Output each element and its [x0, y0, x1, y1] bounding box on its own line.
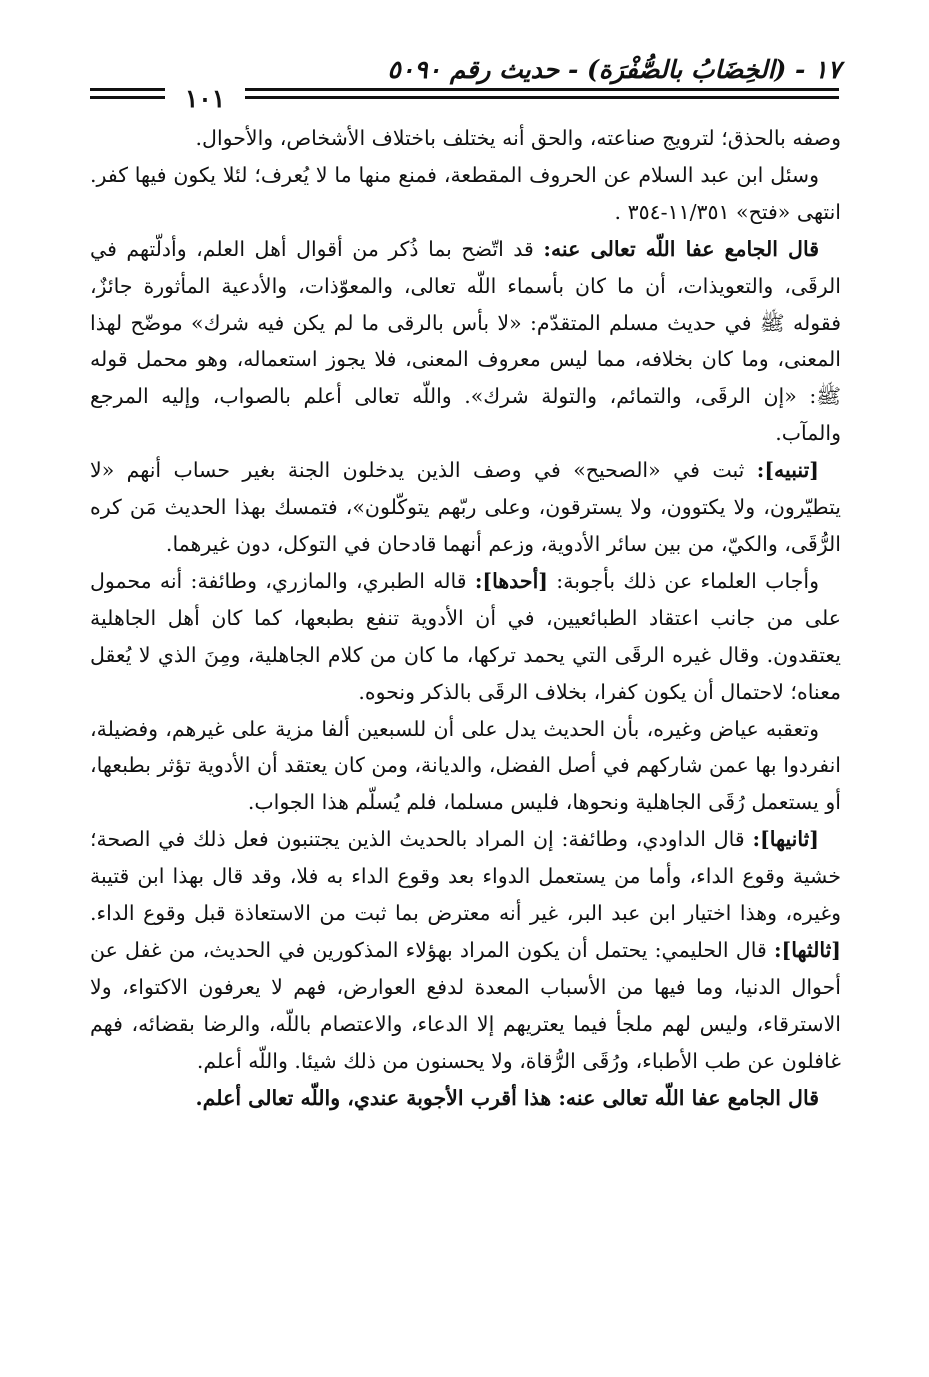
paragraph-lead: [تنبيه]:	[756, 458, 819, 483]
paragraph	[90, 452, 841, 563]
paragraph	[90, 563, 841, 711]
header-rule	[245, 88, 839, 91]
paragraph-text: ثبت في «الصحيح» في وصف الذين يدخلون الجنة بغير حساب أنهم «لا يتطيّرون، ولا يكتوون، ولا يسترقون، وعلى ربّهم يتوكّلون»، فتمسك بهذا الحديث مَن كره الرُّقَى، والكيّ، من بين سائر الأدوية، وزعم أنهما قادحان في التوكل، دون غيرهما.	[90, 458, 841, 556]
paragraph: وسئل ابن عبد السلام عن الحروف المقطعة، فمنع منها ما لا يُعرف؛ لئلا يكون فيها كفر. انتهى «فتح» ١١/٣٥١-٣٥٤ .	[90, 162, 841, 224]
paragraph-text: قاله الطبري، والمازري، وطائفة: أنه محمول على من جانب اعتقاد الطبائعيين، في أن الأدوية تنفع بطبعها، كما كان أهل الجاهلية يعتقدون. وقال غيره الرقَى التي يحمد تركها، ما كان من كلام الجاهلية، ومِنَ الذي لا يُعقل معناه؛ لاحتمال أن يكون كفرا، بخلاف الرقَى بالذكر ونحوه.	[90, 568, 841, 704]
paragraph-text: قد اتّضح بما ذُكر من أقوال أهل العلم، وأدلّتهم في الرقَى، والتعويذات، أن ما كان بأسماء اللّه تعالى، والمعوّذات، والأدعية المأثورة جائزٌ، فقوله ﷺ في حديث مسلم المتقدّم: «لا بأس بالرقى ما لم يكن فيه شرك» موضّح لهذا المعنى، وما كان بخلافه، مما ليس معروف المعنى، فلا يجوز استعماله، وهو محمل قوله ﷺ: «إن الرقَى، والتمائم، والتولة شرك». واللّه تعالى أعلم بالصواب، وإليه المرجع والمآب.	[90, 236, 841, 446]
paragraph-lead: [ثالثها]:	[773, 937, 841, 962]
paragraph: وصفه بالحذق؛ لترويج صناعته، والحق أنه يختلف باختلاف الأشخاص، والأحوال.	[195, 126, 841, 150]
paragraph-text: قال الداودي، وطائفة: إن المراد بالحديث الذين يجتنبون فعل ذلك في الصحة؛ خشية وقوع الداء، وأما من يستعمل الدواء بعد وقوع الداء به فلا، وقد قال بهذا ابن قتيبة وغيره، وهذا اختيار ابن عبد البر، غير أنه معترض بما ثبت من الاستعاذة قبل وقوع الداء.	[90, 827, 841, 926]
paragraph-text: وأجاب العلماء عن ذلك بأجوبة:	[547, 568, 819, 593]
paragraph	[90, 821, 841, 1079]
paragraph-lead: [ثانيها]:	[752, 827, 819, 852]
paragraph-text: قال الحليمي: يحتمل أن يكون المراد بهؤلاء المذكورين في الحديث، من غفل عن أحوال الدنيا، وما فيها من الأسباب المعدة لدفع العوارض، فهم لا يعرفون الاكتواء، ولا الاسترقاء، وليس لهم ملجأ فيما يعتريهم إلا الدعاء، والاعتصام باللّه، والرضا بقضائه، فهم غافلون عن طب الأطباء، ورُقَى الرُّقاة، ولا يحسنون من ذلك شيئا. واللّه أعلم.	[90, 937, 841, 1073]
header-rule	[245, 96, 839, 99]
header-rule	[90, 88, 165, 91]
running-header-title: ١٧ - (الخِضَابُ بالصُّفْرَة) - حديث رقم ٥٠٩٠	[387, 55, 841, 84]
paragraph	[90, 231, 841, 452]
header-rule	[90, 96, 165, 99]
paragraph: قال الجامع عفا اللّه تعالى عنه: هذا أقرب الأجوبة عندي، واللّه تعالى أعلم.	[195, 1085, 819, 1110]
page-number: ١٠١	[184, 84, 226, 113]
paragraph-lead: [أحدها]:	[474, 568, 548, 593]
paragraph: وتعقبه عياض وغيره، بأن الحديث يدل على أن للسبعين ألفا مزية على غيرهم، وفضيلة، انفردوا بها عمن شاركهم في أصل الفضل، والديانة، ومن كان يعتقد أن الأدوية تؤثر بطبعها، أو يستعمل رُقَى الجاهلية ونحوها، فليس مسلما، فلم يُسلّم هذا الجواب.	[90, 716, 841, 815]
paragraph-lead: قال الجامع عفا اللّه تعالى عنه:	[543, 236, 819, 261]
body-text	[90, 120, 841, 1317]
